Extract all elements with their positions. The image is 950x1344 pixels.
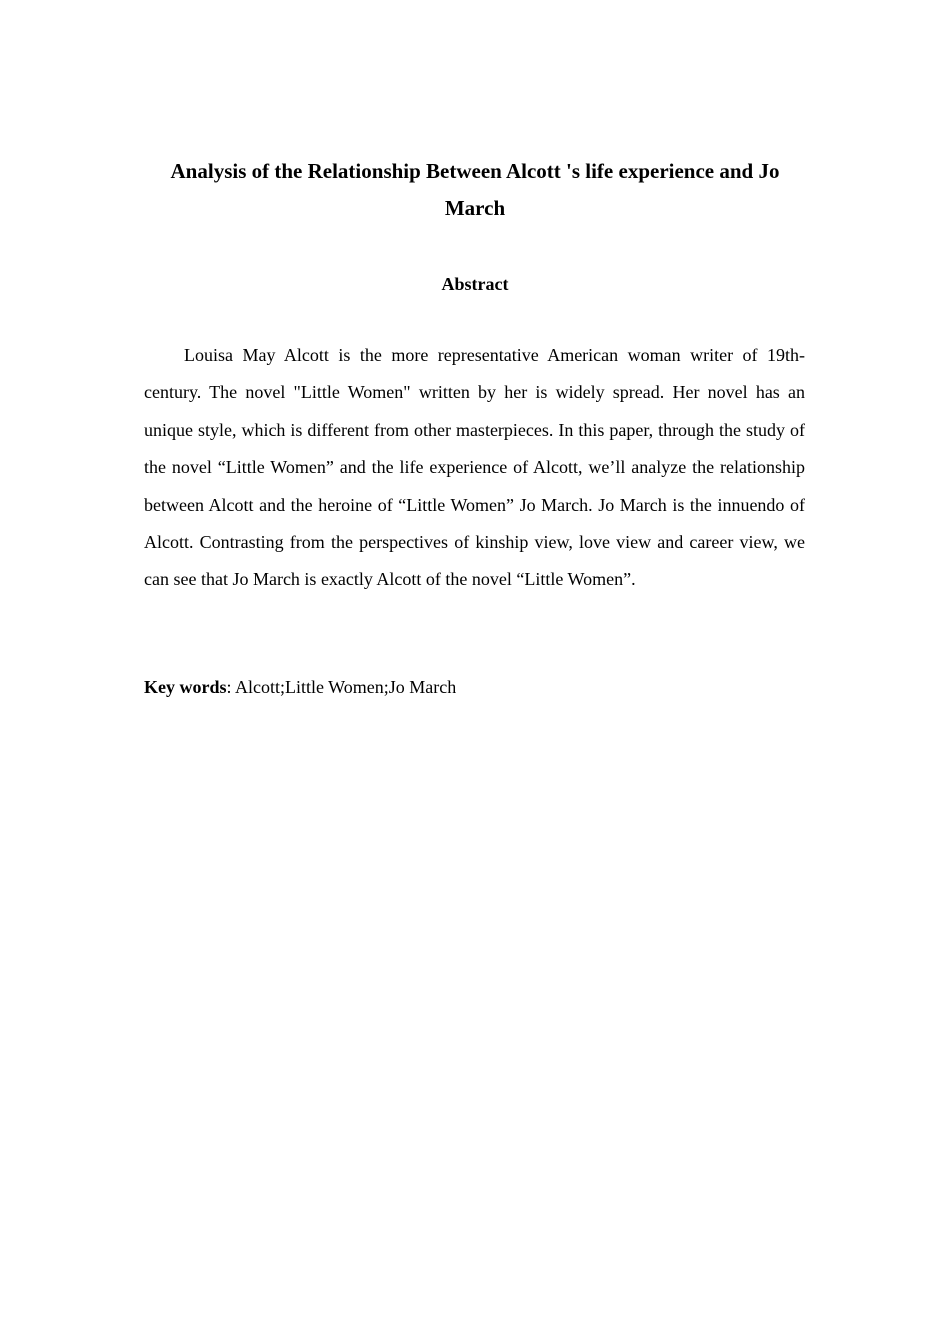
abstract-heading: Abstract: [441, 274, 509, 294]
keywords-separator: :: [226, 677, 236, 697]
abstract-paragraph: Louisa May Alcott is the more representative American woman writer of 19th-century. The novel "Little Women" written by her is widely spread. Her novel has an unique style, which is different from other masterpieces. In this paper, through the study of the novel “Little Women” and the life experience of Alcott, we’ll analyze the relationship between Alcott and the heroine of “Little Women” Jo March. Jo March is the innuendo of Alcott. Contrasting from the perspectives of kinship view, love view and career view, we can see that Jo March is exactly Alcott of the novel “Little Women”.: [144, 345, 805, 590]
keywords-line: [144, 670, 805, 704]
keywords-label: Key words: [144, 677, 227, 697]
paper-title: Analysis of the Relationship Between Alcott 's life experience and Jo March: [170, 159, 780, 220]
keywords-value: Alcott;Little Women;Jo March: [235, 677, 457, 697]
